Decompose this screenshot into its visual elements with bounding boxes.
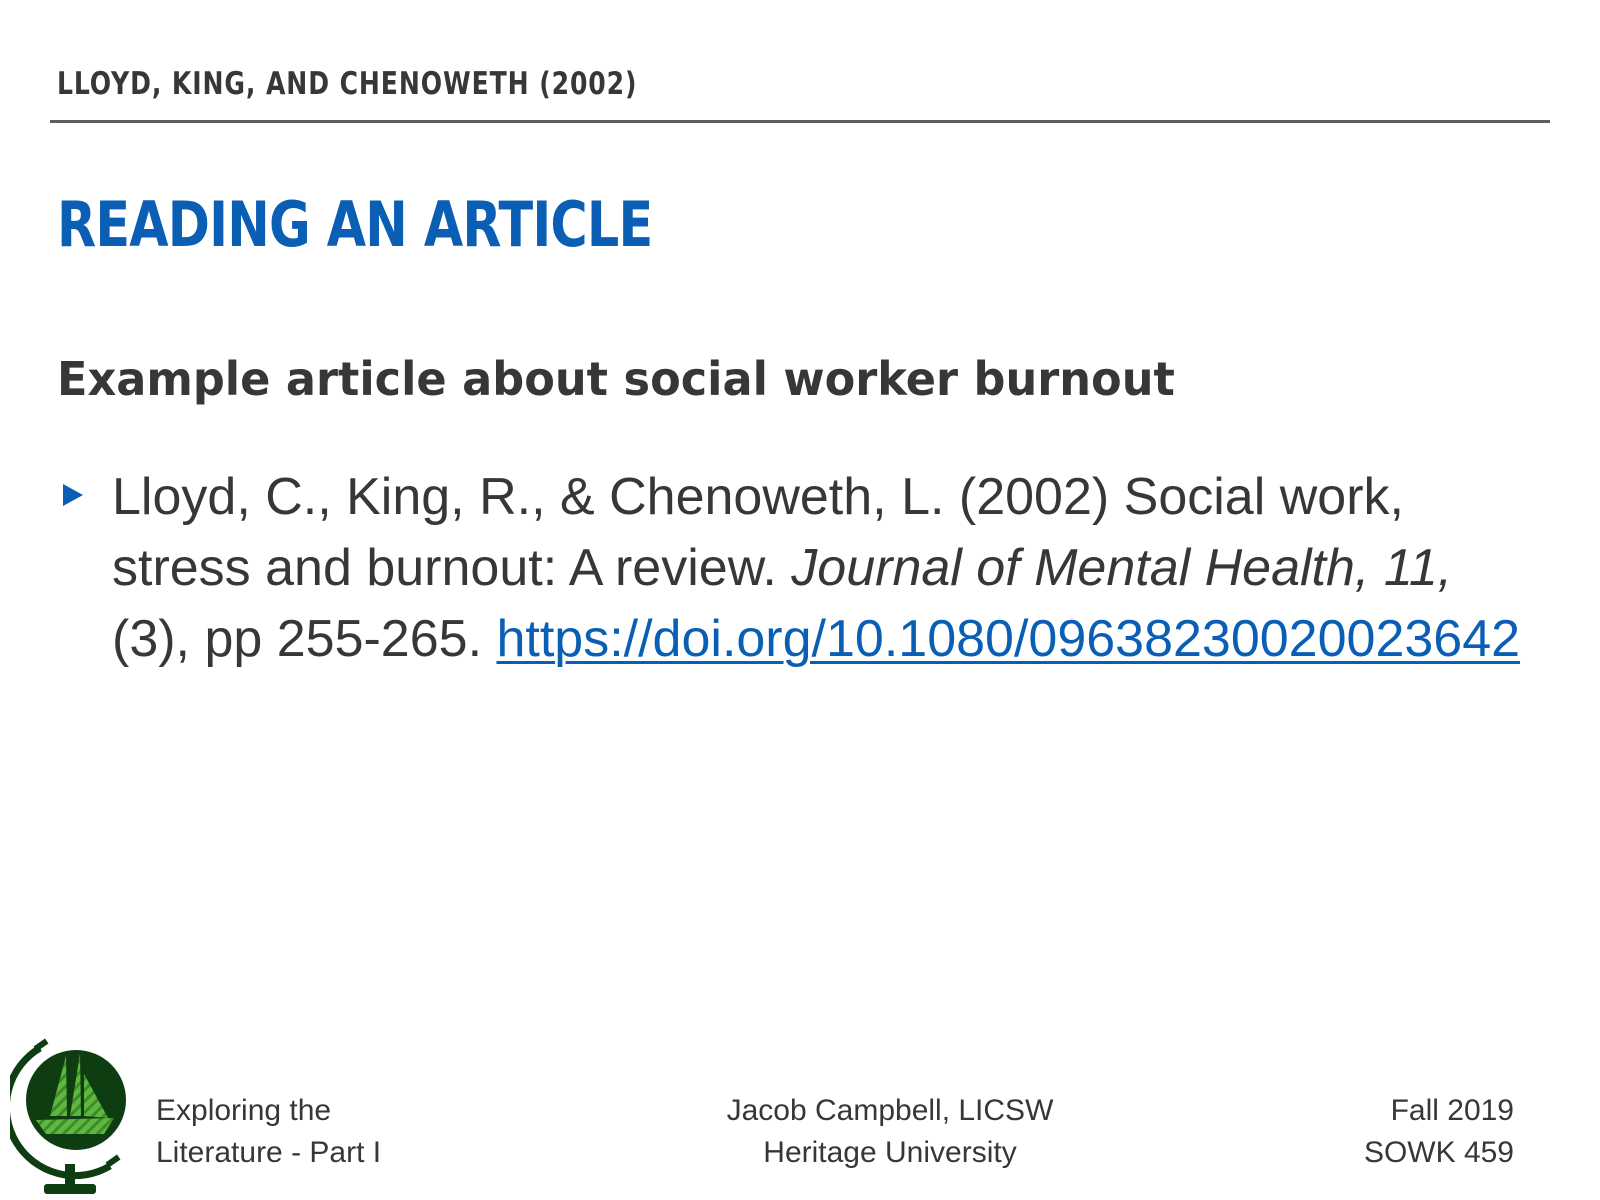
footer-course: [1364, 1090, 1514, 1174]
header-divider: [50, 120, 1550, 123]
globe-ship-icon: [10, 1038, 130, 1198]
triangle-bullet-icon: [63, 484, 83, 506]
subheading: Example article about social worker burnout: [57, 352, 1175, 406]
doi-link[interactable]: https://doi.org/10.1080/09638230020023642: [496, 610, 1521, 668]
footer-center-line1: Jacob Campbell, LICSW: [726, 1094, 1054, 1127]
footer-left-line1: Exploring the: [156, 1094, 332, 1127]
footer-lecture-title: [156, 1090, 381, 1174]
footer-center-line2: Heritage University: [763, 1136, 1017, 1169]
bullet-list: [57, 462, 1537, 675]
slide-title: READING AN ARTICLE: [57, 188, 653, 261]
header-title: LLOYD, KING, AND CHENOWETH (2002): [57, 66, 638, 102]
footer-left-line2: Literature - Part I: [156, 1136, 382, 1169]
citation-journal: Journal of Mental Health, 11,: [791, 539, 1453, 597]
citation-issue-pages: (3), pp 255-265.: [112, 610, 497, 668]
list-item-citation: [57, 462, 1537, 675]
footer-right-line2: SOWK 459: [1363, 1136, 1514, 1169]
footer-instructor: [660, 1090, 1120, 1174]
footer-right-line1: Fall 2019: [1390, 1094, 1514, 1127]
citation-authors-title: Lloyd, C., King, R., & Chenoweth, L. (2002) Social work, stress and burnout: A review.: [112, 468, 1404, 597]
